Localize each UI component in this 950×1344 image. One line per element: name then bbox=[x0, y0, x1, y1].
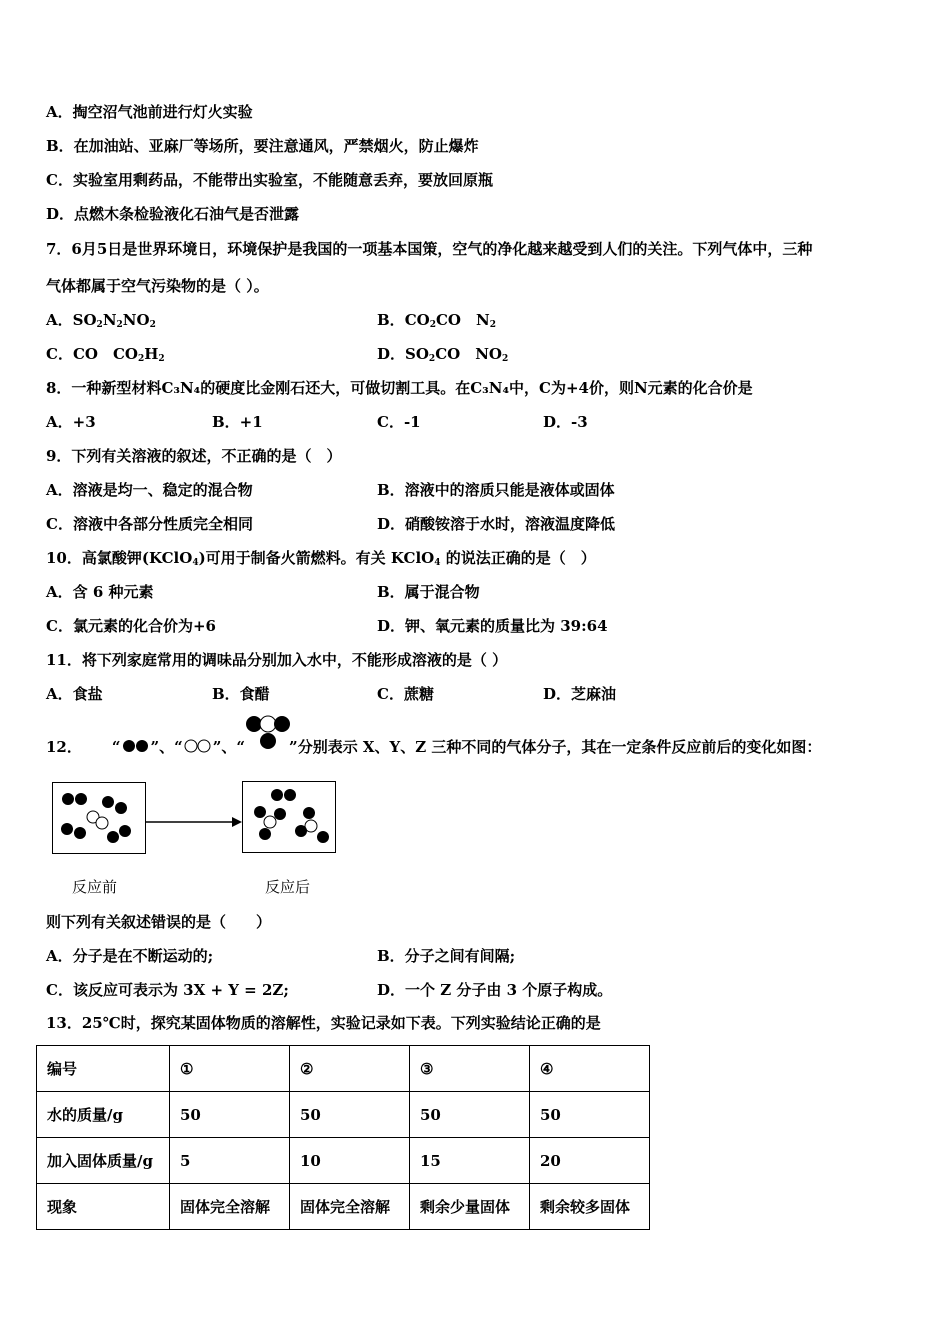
reaction-after-box bbox=[242, 781, 336, 853]
caption-before: 反应前 bbox=[72, 878, 118, 896]
q6-option-d: D．点燃木条检验液化石油气是否泄露 bbox=[46, 205, 300, 223]
table-row bbox=[37, 1138, 650, 1184]
q8-option-c: C．-1 bbox=[377, 413, 421, 431]
table-cell: 50 bbox=[530, 1092, 650, 1138]
q8-option-d: D．-3 bbox=[543, 413, 588, 431]
table-cell: 固体完全溶解 bbox=[290, 1184, 410, 1230]
molecule-y-icon bbox=[183, 739, 213, 753]
q8-stem: 8．一种新型材料C₃N₄的硬度比金刚石还大，可做切割工具。在C₃N₄中，C为+4价，则N元素的化合价是 bbox=[46, 379, 753, 397]
q6-option-a: A．掏空沼气池前进行灯火实验 bbox=[46, 103, 253, 121]
table-cell: 固体完全溶解 bbox=[170, 1184, 290, 1230]
solubility-table bbox=[36, 1045, 650, 1230]
q11-stem: 11．将下列家庭常用的调味品分别加入水中，不能形成溶液的是（ ） bbox=[46, 651, 508, 669]
q12-stem: 12． “ ”、“ ”、“ ”分别表示 X、Y、Z 三种不同的气体分子，其在一定条件反应前后的变化如图： bbox=[46, 732, 821, 757]
table-cell: 10 bbox=[290, 1138, 410, 1184]
q10-stem: 10．高氯酸钾(KClO$_4$)可用于制备火箭燃料。有关 KClO$_4$ 的说法正确的是（ ） bbox=[46, 549, 596, 568]
q10-option-c: C．氯元素的化合价为+6 bbox=[46, 617, 216, 635]
q12-option-a: A．分子是在不断运动的; bbox=[46, 947, 214, 965]
q12-option-d: D．一个 Z 分子由 3 个原子构成。 bbox=[377, 981, 613, 999]
reaction-after-molecules bbox=[243, 782, 335, 852]
q9-stem: 9．下列有关溶液的叙述，不正确的是（ ） bbox=[46, 447, 342, 465]
table-cell: 50 bbox=[290, 1092, 410, 1138]
table-cell: 剩余较多固体 bbox=[530, 1184, 650, 1230]
q9-option-d: D．硝酸铵溶于水时，溶液温度降低 bbox=[377, 515, 616, 533]
q11-option-c: C．蔗糖 bbox=[377, 685, 434, 703]
q9-option-b: B．溶液中的溶质只能是液体或固体 bbox=[377, 481, 615, 499]
q9-option-c: C．溶液中各部分性质完全相同 bbox=[46, 515, 253, 533]
q7-option-a: A．$SO_2N_2NO_2$ bbox=[46, 311, 156, 330]
table-cell: 50 bbox=[170, 1092, 290, 1138]
molecule-z-icon bbox=[243, 714, 291, 754]
table-cell: ③ bbox=[410, 1046, 530, 1092]
q7-option-b: B．$CO_2CO$ $N_2$ bbox=[377, 311, 496, 330]
caption-after: 反应后 bbox=[265, 878, 311, 896]
table-cell: 现象 bbox=[37, 1184, 170, 1230]
table-cell: 编号 bbox=[37, 1046, 170, 1092]
reaction-before-box bbox=[52, 782, 146, 854]
q7-option-d: D．$SO_2CO$ $NO_2$ bbox=[377, 345, 509, 364]
q13-stem: 13．25℃时，探究某固体物质的溶解性，实验记录如下表。下列实验结论正确的是 bbox=[46, 1014, 601, 1032]
q9-option-a: A．溶液是均一、稳定的混合物 bbox=[46, 481, 253, 499]
q10-option-d: D．钾、氧元素的质量比为 39:64 bbox=[377, 617, 608, 635]
reaction-arrow-icon bbox=[146, 815, 242, 829]
table-cell: 水的质量/g bbox=[37, 1092, 170, 1138]
molecule-x-icon bbox=[121, 739, 151, 753]
q11-option-a: A．食盐 bbox=[46, 685, 103, 703]
table-row bbox=[37, 1046, 650, 1092]
q7-stem-line2: 气体都属于空气污染物的是（ ）。 bbox=[46, 277, 269, 295]
q7-option-c: C．CO $CO_2H_2$ bbox=[46, 345, 165, 364]
table-cell: 20 bbox=[530, 1138, 650, 1184]
q6-option-c: C．实验室用剩药品，不能带出实验室，不能随意丢弃，要放回原瓶 bbox=[46, 171, 493, 189]
table-cell: ④ bbox=[530, 1046, 650, 1092]
q12-option-c: C．该反应可表示为 3X + Y = 2Z; bbox=[46, 981, 289, 999]
q12-stem-line2: 则下列有关叙述错误的是（ ） bbox=[46, 913, 272, 931]
table-cell: 5 bbox=[170, 1138, 290, 1184]
table-cell: 15 bbox=[410, 1138, 530, 1184]
q12-option-b: B．分子之间有间隔; bbox=[377, 947, 516, 965]
q10-option-a: A．含 6 种元素 bbox=[46, 583, 154, 601]
table-row bbox=[37, 1184, 650, 1230]
q7-stem-line1: 7．6月5日是世界环境日，环境保护是我国的一项基本国策，空气的净化越来越受到人们的关注。下列气体中，三种 bbox=[46, 240, 813, 258]
table-cell: 50 bbox=[410, 1092, 530, 1138]
table-cell: 剩余少量固体 bbox=[410, 1184, 530, 1230]
table-cell: ② bbox=[290, 1046, 410, 1092]
table-cell: 加入固体质量/g bbox=[37, 1138, 170, 1184]
q8-option-b: B．+1 bbox=[212, 413, 263, 431]
q10-option-b: B．属于混合物 bbox=[377, 583, 480, 601]
q8-option-a: A．+3 bbox=[46, 413, 96, 431]
q6-option-b: B．在加油站、亚麻厂等场所，要注意通风，严禁烟火，防止爆炸 bbox=[46, 137, 479, 155]
table-row bbox=[37, 1092, 650, 1138]
q11-option-d: D．芝麻油 bbox=[543, 685, 617, 703]
table-cell: ① bbox=[170, 1046, 290, 1092]
q11-option-b: B．食醋 bbox=[212, 685, 270, 703]
reaction-before-molecules bbox=[53, 783, 145, 853]
